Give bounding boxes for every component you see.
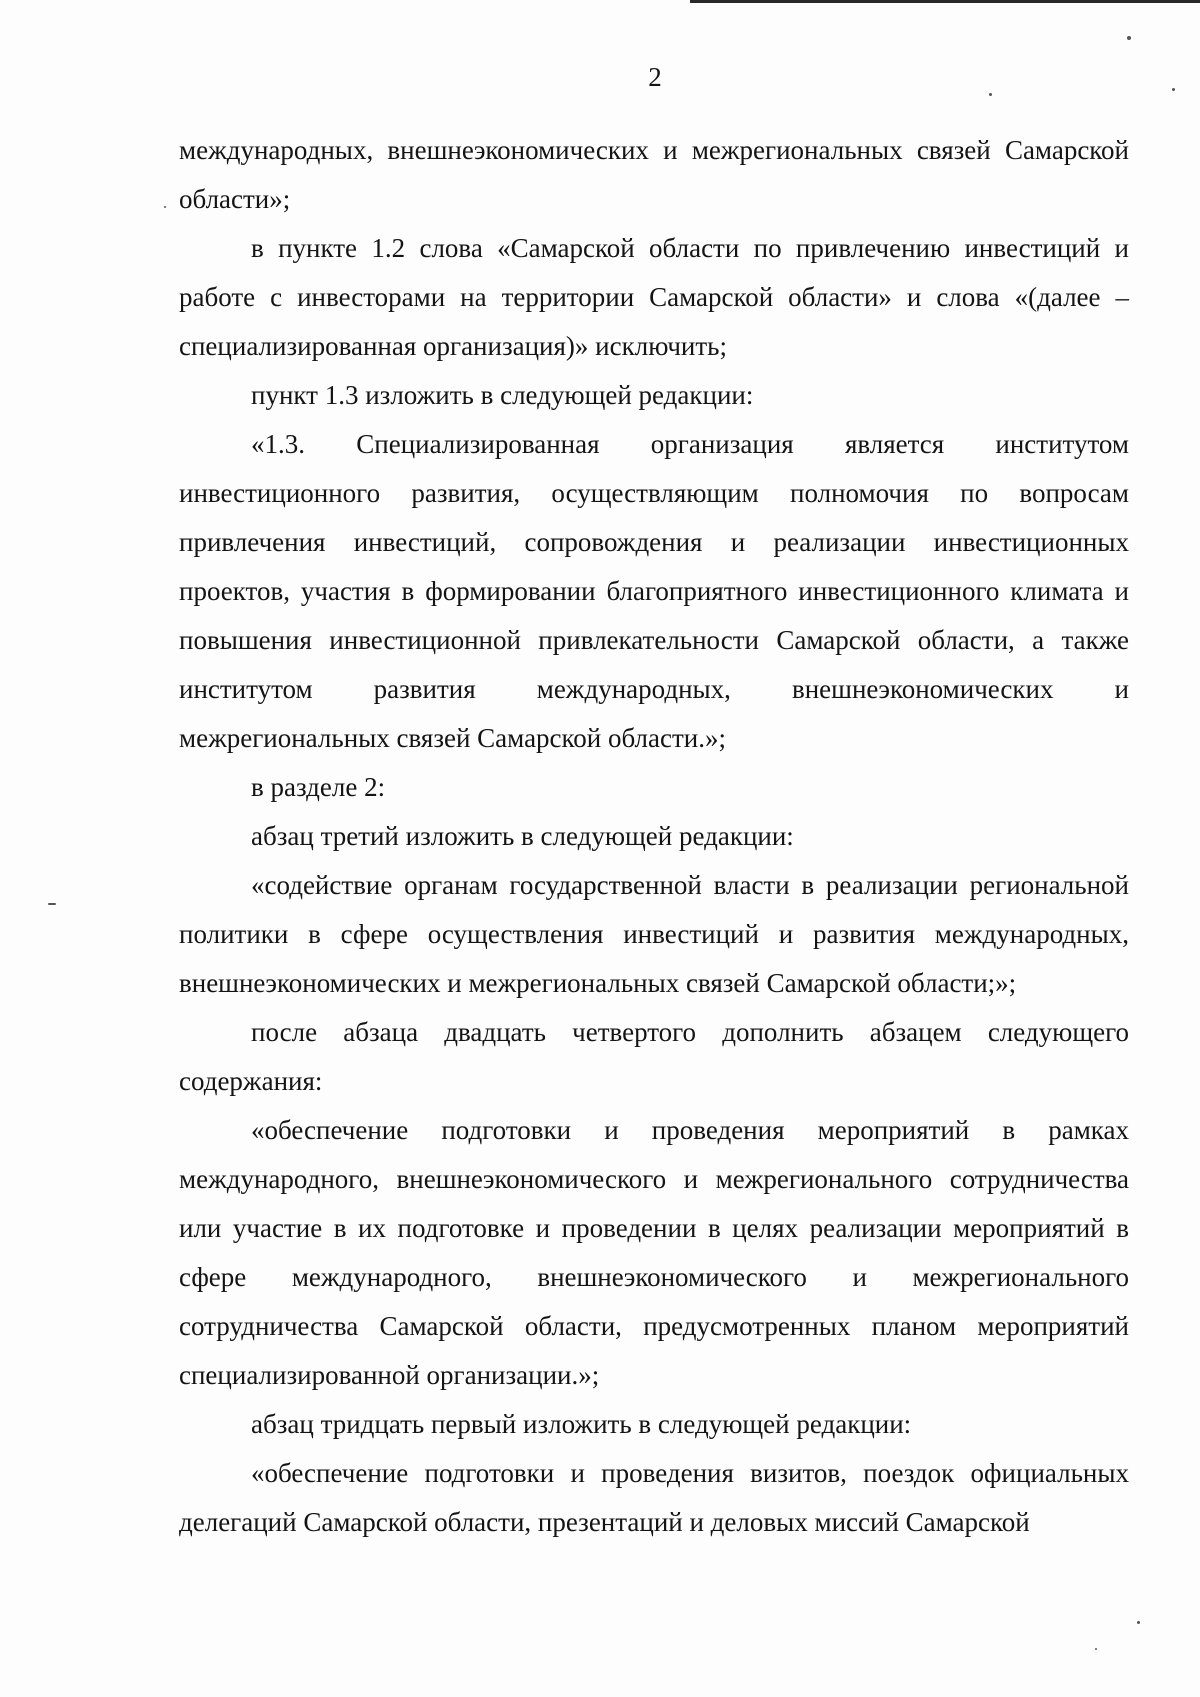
scan-speck <box>1127 36 1131 40</box>
paragraph-section-2: в разделе 2: <box>251 772 386 802</box>
top-border-line <box>690 0 1200 3</box>
paragraph-abzac-24-text: «обеспечение подготовки и проведения мероприятий в рамках международного, внешнеэкономического и межрегионального сотрудничества или участие в их подготовке и проведении в целях реализации мероприятий в сфере международного, внешнеэкономического и межрегионального сотрудничества Самарской области, предусмотренных планом мероприятий специализированной организации.»; <box>179 1115 1129 1390</box>
paragraph-abzac-3-intro: абзац третий изложить в следующей редакции: <box>251 821 794 851</box>
paragraph-abzac-24-intro: после абзаца двадцать четвертого дополнить абзацем следующего содержания: <box>179 1017 1129 1096</box>
scan-speck <box>164 206 166 208</box>
scan-speck <box>1137 1621 1140 1624</box>
scan-speck <box>1172 88 1175 91</box>
paragraph-abzac-31-intro: абзац тридцать первый изложить в следующей редакции: <box>251 1409 912 1439</box>
document-body <box>179 126 1129 1547</box>
scan-speck <box>989 93 992 96</box>
paragraph-continuation: международных, внешнеэкономических и межрегиональных связей Самарской области»; <box>179 135 1129 214</box>
paragraph-item-1-3-text: «1.3. Специализированная организация является институтом инвестиционного развития, осуществляющим полномочия по вопросам привлечения инвестиций, сопровождения и реализации инвестиционных проектов, участия в формировании благоприятного инвестиционного климата и повышения инвестиционной привлекательности Самарской области, а также институтом развития международных, внешнеэкономических и межрегиональных связей Самарской области.»; <box>179 429 1129 753</box>
page-number: 2 <box>648 62 662 92</box>
scan-speck <box>1095 1648 1097 1650</box>
paragraph-abzac-31-text: «обеспечение подготовки и проведения визитов, поездок официальных делегаций Самарской области, презентаций и деловых миссий Самарской <box>179 1458 1129 1537</box>
paragraph-abzac-3-text: «содействие органам государственной власти в реализации региональной политики в сфере осуществления инвестиций и развития международных, внешнеэкономических и межрегиональных связей Самарской области;»; <box>179 870 1129 998</box>
paragraph-item-1-3-intro: пункт 1.3 изложить в следующей редакции: <box>251 380 754 410</box>
paragraph-item-1-2: в пункте 1.2 слова «Самарской области по привлечению инвестиций и работе с инвесторами на территории Самарской области» и слова «(далее – специализированная организация)» исключить; <box>179 233 1129 361</box>
scan-speck <box>48 903 56 905</box>
